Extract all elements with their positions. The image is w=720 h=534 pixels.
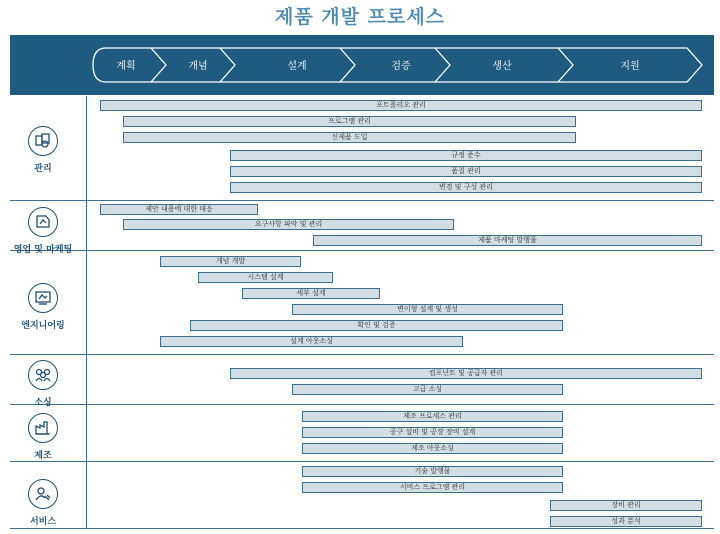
task-bar: 제안 내용에 대한 대응 bbox=[100, 204, 258, 215]
task-bar: 변이형 설계 및 생성 bbox=[292, 304, 563, 315]
category-label: 제조 bbox=[34, 451, 52, 461]
task-bar: 신제품 도입 bbox=[123, 132, 576, 143]
category-divider bbox=[86, 96, 87, 529]
category-manufacturing bbox=[4, 413, 82, 461]
category-engineering bbox=[4, 283, 82, 331]
row-separator bbox=[10, 200, 714, 201]
phase-design: 설계 bbox=[287, 61, 307, 72]
phase-plan: 계획 bbox=[116, 61, 136, 72]
task-bar: 세부 설계 bbox=[242, 288, 380, 299]
task-bar: 변경 및 구성 관리 bbox=[230, 182, 702, 193]
page-title: 제품 개발 프로세스 bbox=[274, 6, 446, 28]
category-label: 엔지니어링 bbox=[21, 321, 65, 331]
task-bar: 개념 개발 bbox=[160, 256, 301, 267]
category-label: 서비스 bbox=[29, 517, 57, 527]
phase-production: 생산 bbox=[492, 61, 512, 72]
task-bar: 제품 마케팅 발행물 bbox=[313, 235, 702, 246]
phase-divider bbox=[558, 48, 573, 82]
phase-divider bbox=[220, 48, 235, 82]
task-bar: 장비 관리 bbox=[550, 500, 702, 511]
phase-divider bbox=[340, 48, 355, 82]
task-bar: 기술 발행물 bbox=[302, 466, 563, 477]
service-icon bbox=[28, 479, 58, 509]
task-bar: 서비스 프로그램 관리 bbox=[302, 482, 563, 493]
category-management bbox=[4, 126, 82, 174]
task-bar: 프로그램 관리 bbox=[123, 116, 576, 127]
phase-verification: 검증 bbox=[391, 61, 411, 72]
task-bar: 품질 관리 bbox=[230, 166, 702, 177]
sales-marketing-icon bbox=[28, 207, 58, 237]
row-separator bbox=[10, 404, 714, 405]
management-icon bbox=[28, 126, 58, 156]
row-separator bbox=[10, 528, 714, 529]
task-bar: 성과 분석 bbox=[550, 516, 702, 527]
task-bar: 공구 설비 및 공장 장비 설계 bbox=[302, 427, 563, 438]
task-bar: 포트폴리오 관리 bbox=[100, 100, 702, 111]
manufacturing-icon bbox=[28, 413, 58, 443]
task-bar: 제조 프로세스 관리 bbox=[302, 411, 563, 422]
category-label: 영업 및 마케팅 bbox=[13, 245, 73, 255]
task-bar: 요구사항 파악 및 관리 bbox=[123, 219, 454, 230]
engineering-icon bbox=[28, 283, 58, 313]
task-bar: 시스템 설계 bbox=[198, 272, 333, 283]
phase-banner bbox=[10, 35, 714, 95]
row-separator bbox=[10, 250, 714, 251]
phase-divider bbox=[435, 48, 450, 82]
task-bar: 규정 준수 bbox=[230, 150, 702, 161]
category-sourcing bbox=[4, 360, 82, 408]
task-bar: 컴포넌트 및 공급자 관리 bbox=[230, 368, 702, 379]
category-label: 관리 bbox=[34, 164, 52, 174]
sourcing-icon bbox=[28, 360, 58, 390]
row-separator bbox=[10, 354, 714, 355]
phase-concept: 개념 bbox=[188, 61, 208, 72]
phase-support: 지원 bbox=[620, 61, 640, 72]
category-label: 소싱 bbox=[34, 398, 52, 408]
row-separator bbox=[10, 461, 714, 462]
category-sales-marketing bbox=[4, 207, 82, 255]
task-bar: 설계 아웃소싱 bbox=[160, 336, 463, 347]
task-bar: 확인 및 검증 bbox=[190, 320, 563, 331]
task-bar: 제조 아웃소싱 bbox=[302, 443, 563, 454]
phase-divider bbox=[151, 48, 166, 82]
task-bar: 고급 소싱 bbox=[292, 384, 563, 395]
category-service bbox=[4, 479, 82, 527]
